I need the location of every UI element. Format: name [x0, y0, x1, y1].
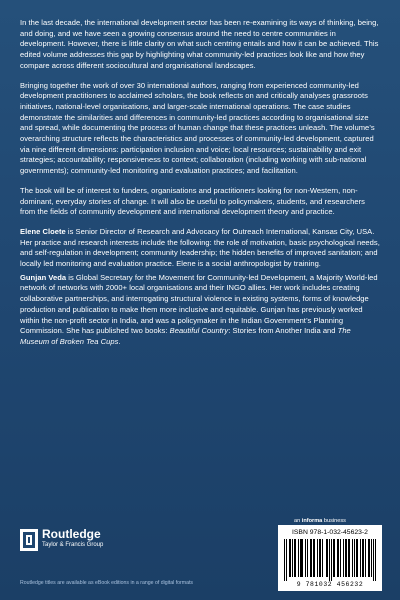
- barcode-bar: [371, 539, 372, 577]
- barcode-bar: [334, 539, 335, 577]
- barcode-bar: [327, 539, 328, 577]
- barcode-bar: [352, 539, 353, 577]
- barcode-bar: [294, 539, 295, 577]
- barcode-bar: [333, 539, 334, 577]
- barcode-bar: [314, 539, 315, 577]
- barcode-bar: [329, 539, 330, 581]
- book-title-1-subtitle: : Stories from Another India and: [228, 326, 338, 336]
- barcode-bar: [363, 539, 364, 577]
- barcode-bar: [319, 539, 320, 577]
- barcode-bar: [375, 539, 376, 581]
- barcode-bar: [338, 539, 339, 577]
- barcode-bar: [354, 539, 355, 577]
- author-bio-cloete: [20, 227, 382, 270]
- barcode-bar: [322, 539, 323, 577]
- barcode-bar: [298, 539, 299, 577]
- informa-prefix: an: [294, 518, 302, 524]
- barcode-panel: [278, 525, 382, 591]
- barcode-bar: [369, 539, 370, 577]
- blurb-paragraph-1: In the last decade, the international development sector has been re-examining its ways of thinking, being, and doing, and we have seen a growing consensus around the need to centre communities in development. However, there is little clarity on what such centring entails and how it can be achieved. This edited volume addresses this gap by highlighting what community-led practices look like and how they compare across different sociocultural and organisational landscapes.: [20, 18, 379, 70]
- barcode-bar: [326, 539, 327, 577]
- informa-suffix: business: [322, 518, 346, 524]
- barcode-bar: [292, 539, 293, 577]
- barcode-bar: [365, 539, 366, 577]
- author-name-cloete: Elene Cloete: [20, 226, 66, 236]
- publisher-logo: [20, 527, 140, 557]
- barcode-bar: [307, 539, 308, 577]
- barcode-bar: [373, 539, 374, 581]
- ebook-note: Routledge titles are available as eBook editions in a range of digital formats: [20, 580, 194, 586]
- blurb-text: [20, 18, 382, 351]
- barcode-bar: [337, 539, 338, 577]
- barcode-bar: [340, 539, 341, 577]
- barcode-bar: [284, 539, 285, 581]
- routledge-logo-icon: [20, 529, 38, 551]
- barcode-bar: [345, 539, 346, 577]
- barcode-bar: [295, 539, 296, 577]
- barcode-image: [284, 539, 376, 581]
- barcode-bar: [360, 539, 361, 577]
- author-bio-veda-text: is Global Secretary for the Movement for Community-led Development, a Majority World-led network of networks with 2000+ local organisations and their INGO allies. Her work includes creating collaborative partnerships, and interrogating structural violence in existing systems, forms of knowledge production and publication to make them more inclusive and equitable. Gunjan has previously worked within the non-profit sector in India, and was a policymaker in the Indian Government’s Planning Commission. She has published two books:: [20, 272, 378, 336]
- barcode-bar: [310, 539, 311, 577]
- informa-brand: informa: [301, 518, 323, 524]
- barcode-bar: [300, 539, 301, 577]
- barcode-bar: [348, 539, 349, 577]
- book-title-1: Beautiful Country: [169, 326, 229, 336]
- barcode-bar: [331, 539, 332, 581]
- informa-business-tag: [294, 518, 346, 524]
- barcode-bar: [317, 539, 318, 577]
- barcode-bar: [290, 539, 291, 577]
- barcode-bar: [302, 539, 303, 577]
- barcode-bar: [313, 539, 314, 577]
- author-bio-veda-end: .: [118, 336, 121, 346]
- barcode-bar: [320, 539, 321, 577]
- barcode-bar: [349, 539, 350, 577]
- author-bio-cloete-text: is Senior Director of Research and Advocacy for Outreach International, Kansas City, USA. Her practice and research interests include the following: the role of motivation, basic psychological needs, and self-regulation in development; community leadership; the hidden benefits of improved sanitation; and locally led monitoring and evaluation practice. Elene is a social anthropologist by training.: [20, 226, 380, 269]
- blurb-paragraph-2: Bringing together the work of over 30 international authors, ranging from experienced community-led development practitioners to acclaimed scholars, the book reflects on and critically analyses grassroots initiatives, national-level organisations, and larger-scale international operations. The case studies demonstrate the similarities and differences in community-led practices according to organisational size and spread, while documenting the process of human change that these practices unleash. The volume’s overarching structure reflects the characteristics and processes of community-led development, captured via nine different dimensions: participation inclusion and voice; local resources; sustainability and exit strategies; accountability; responsiveness to context; collaboration (including working with sub-national governments); community-led monitoring and evaluation practices; and facilitation.: [20, 80, 375, 176]
- barcode-digits: 9 781032 456232: [296, 581, 364, 588]
- publisher-group: Taylor & Francis Group: [42, 542, 104, 548]
- barcode-bar: [301, 539, 302, 577]
- author-name-veda: Gunjan Veda: [20, 272, 67, 282]
- barcode-bar: [368, 539, 369, 577]
- barcode-bar: [305, 539, 306, 577]
- author-bio-veda: [20, 273, 382, 348]
- book-title-2: The Museum of Broken Tea Cups: [20, 326, 351, 346]
- barcode-bar: [343, 539, 344, 577]
- barcode-bar: [286, 539, 287, 581]
- barcode-bar: [357, 539, 358, 577]
- barcode-bar: [346, 539, 347, 577]
- barcode-bar: [311, 539, 312, 577]
- barcode-bar: [356, 539, 357, 577]
- barcode-bar: [362, 539, 363, 577]
- barcode-bar: [289, 539, 290, 577]
- publisher-name: Routledge: [42, 527, 101, 541]
- isbn-number: ISBN 978-1-032-45623-2: [292, 529, 368, 536]
- blurb-paragraph-3: The book will be of interest to funders, organisations and practitioners looking for non-Western, non-dominant, everyday stories of change. It will also be useful to policymakers, students, and researchers from the fields of community development and international development theory and practice.: [20, 185, 365, 217]
